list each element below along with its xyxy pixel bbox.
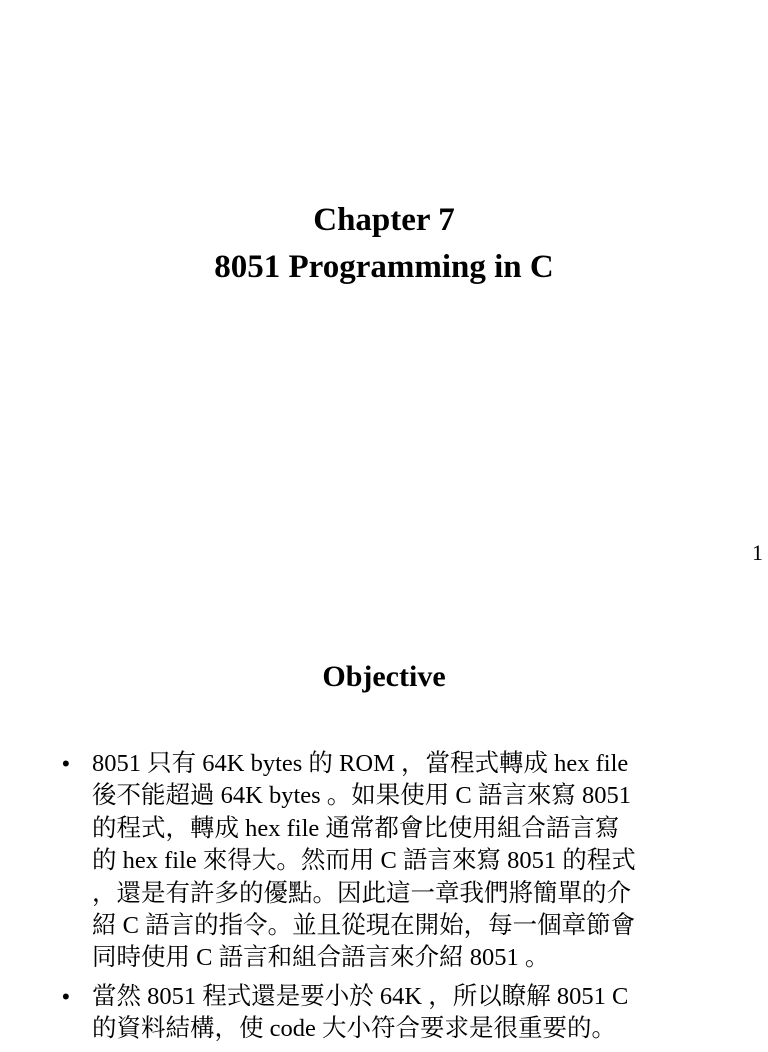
page-number: 1 — [752, 540, 763, 565]
bullet-text-line: 的 hex file 來得大。然而用 C 語言來寫 8051 的程式 — [92, 847, 636, 875]
bullet-icon: • — [62, 751, 70, 776]
chapter-subtitle: 8051 Programming in C — [214, 249, 554, 285]
bullet-text-line: ，還是有許多的優點。因此這一章我們將簡單的介 — [92, 879, 631, 907]
bullet-item — [62, 981, 712, 1046]
bullet-text-line: 後不能超過 64K bytes 。如果使用 C 語言來寫 8051 — [92, 782, 631, 810]
bullet-text-line: 的資料結構，使 code 大小符合要求是很重要的。 — [92, 1015, 616, 1043]
bullet-icon: • — [62, 983, 70, 1009]
bullet-text-line: 同時使用 C 語言和組合語言來介紹 8051 。 — [92, 944, 550, 972]
bullet-text-line: 紹 C 語言的指令。並且從現在開始，每一個章節會 — [92, 912, 636, 940]
section-heading: Objective — [322, 660, 446, 693]
bullet-text-line: 的程式，轉成 hex file 通常都會比使用組合語言寫 — [92, 814, 620, 842]
bullet-list — [62, 748, 712, 1052]
chapter-title: Chapter 7 — [313, 202, 455, 238]
bullet-text-line: 當然 8051 程式還是要小於 64K ，所以瞭解 8051 C — [92, 982, 629, 1010]
bullet-text-line: 8051 只有 64K bytes 的 ROM ，當程式轉成 hex file — [92, 750, 629, 777]
bullet-item — [62, 748, 712, 975]
